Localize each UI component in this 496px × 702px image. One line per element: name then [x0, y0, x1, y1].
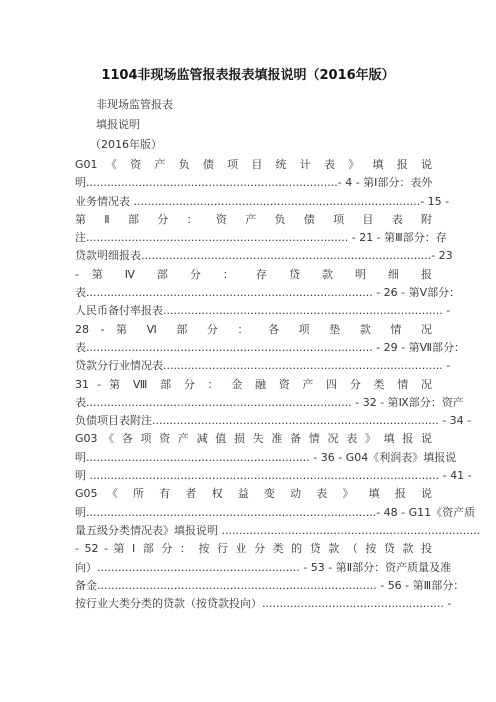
toc-line: - 第 Ⅳ 部 分 ： 存 贷 款 明 细 报: [75, 267, 432, 281]
toc-line: 表............................................................................ - 32 - 第Ⅸ部分：资产: [75, 395, 464, 409]
toc-line: 表.................................................................................. - 29 - 第Ⅶ部分：: [75, 340, 465, 354]
table-of-contents: [75, 156, 481, 613]
toc-line: 量五级分类情况表》填报说明 ..........................................................................: [75, 523, 481, 537]
toc-line: 明................................................................ - 36 - G04《利润表》填报说: [75, 450, 457, 464]
toc-line: 明........................................................................- 4 - 第Ⅰ部分：表外: [75, 176, 433, 190]
toc-line: 向）.......................................................... - 53 - 第Ⅱ部分：资产质量及准: [75, 560, 452, 574]
toc-line: - 52 - 第 Ⅰ 部 分 ： 按 行 业 分 类 的 贷 款 （ 按 贷 款 投: [75, 542, 432, 556]
toc-line: 业务情况表 ..................................................................................- 15 -: [75, 194, 450, 208]
toc-line: 28 - 第 Ⅵ 部 分 ： 各 项 垫 款 情 况: [75, 322, 432, 336]
toc-line: 贷款分行业情况表................................................................................ -: [75, 359, 451, 373]
toc-line: G01 《 资 产 负 债 项 目 统 计 表 》 填 报 说: [75, 158, 432, 171]
toc-line: 贷款明细报表...................................................................................- 23: [75, 249, 453, 263]
toc-line: 明...................................................................................- 48 - G11《资产质: [75, 505, 476, 519]
toc-line: 明 .................................................................................................... - 41 -: [75, 469, 472, 483]
toc-line: 31 - 第 Ⅷ 部 分 ： 金 融 资 产 四 分 类 情 况: [75, 377, 432, 391]
toc-line: 第 Ⅱ 部 分 ： 资 产 负 债 项 目 表 附: [75, 212, 432, 226]
toc-line: 负债项目表附注.................................................................................. - 34 -: [75, 414, 472, 428]
intro-line-1: 非现场监管报表: [96, 98, 173, 111]
intro-line-2: 填报说明: [96, 118, 140, 131]
toc-line: 备金................................................................................ - 56 - 第Ⅲ部分：: [75, 578, 465, 592]
toc-line: 注........................................................................... - 21 - 第Ⅲ部分：存: [75, 231, 447, 245]
document-title: 1104非现场监管报表报表填报说明（2016年版）: [101, 68, 395, 83]
toc-line: G05 《 所 有 者 权 益 变 动 表 》 填 报 说: [75, 487, 432, 501]
toc-line: 按行业大类分类的贷款（按贷款投向）.................................................... -: [75, 597, 452, 611]
intro-line-3: （2016年版）: [90, 138, 162, 151]
toc-line: 人民币备付率报表................................................................................ -: [75, 304, 451, 318]
toc-line: 表.................................................................................. - 26 - 第Ⅴ部分：: [75, 286, 461, 300]
toc-line: G03 《 各 项 资 产 减 值 损 失 准 备 情 况 表 》 填 报 说: [75, 432, 432, 446]
